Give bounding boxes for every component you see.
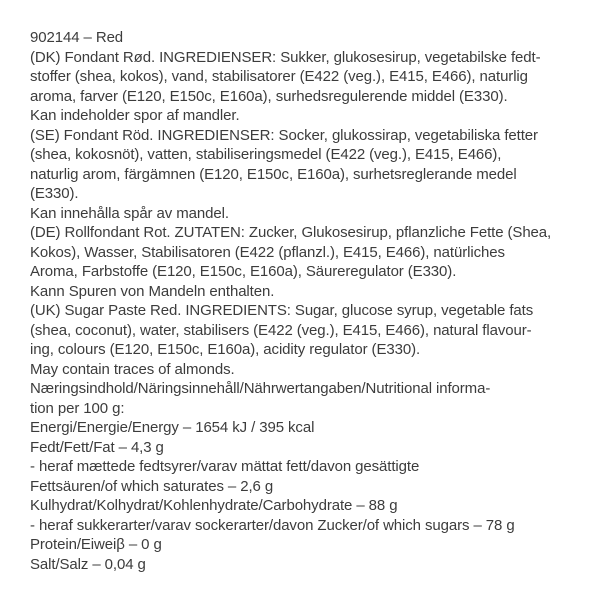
text-line: stoffer (shea, kokos), vand, stabilisatorer (E422 (veg.), E415, E466), naturlig [30, 68, 528, 85]
text-line: aroma, farver (E120, E150c, E160a), surhedsregulerende middel (E330). [30, 87, 508, 105]
text-line: Energi/Energie/Energy – 1654 kJ / 395 kcal [30, 419, 315, 436]
product-code-line: 902144 – Red [30, 29, 124, 46]
text-line: Kulhydrat/Kolhydrat/Kohlenhydrate/Carbohydrate – 88 g [30, 497, 398, 514]
text-line: (UK) Sugar Paste Red. INGREDIENTS: Sugar, glucose syrup, vegetable fats [30, 302, 534, 319]
text-line: Fettsäuren/of which saturates – 2,6 g [30, 477, 274, 495]
text-line: (shea, coconut), water, stabilisers (E422 (veg.), E415, E466), natural flavour- [30, 321, 532, 339]
text-line: Aroma, Farbstoffe (E120, E150c, E160a), Säureregulator (E330). [30, 263, 457, 280]
text-line: Kan innehålla spår av mandel. [30, 204, 229, 222]
text-line: Næringsindhold/Näringsinnehåll/Nährwertangaben/Nutritional informa- [30, 380, 491, 397]
text-line: Kokos), Wasser, Stabilisatoren (E422 (pflanzl.), E415, E466), natürliches [30, 243, 505, 261]
text-line: Protein/Eiweiβ – 0 g [30, 536, 162, 553]
text-line: May contain traces of almonds. [30, 360, 235, 378]
text-line: - heraf sukkerarter/varav sockerarter/davon Zucker/of which sugars – 78 g [30, 516, 515, 534]
text-line: Fedt/Fett/Fat – 4,3 g [30, 438, 164, 456]
text-line: tion per 100 g: [30, 399, 125, 417]
text-line: (DE) Rollfondant Rot. ZUTATEN: Zucker, Glukosesirup, pflanzliche Fette (Shea, [30, 224, 552, 241]
text-line: - heraf mættede fedtsyrer/varav mättat fett/davon gesättigte [30, 458, 420, 475]
text-line: (DK) Fondant Rød. INGREDIENSER: Sukker, glukosesirup, vegetabilske fedt- [30, 48, 541, 66]
text-line: ing, colours (E120, E150c, E160a), acidity regulator (E330). [30, 341, 421, 358]
text-line: (SE) Fondant Röd. INGREDIENSER: Socker, glukossirap, vegetabiliska fetter [30, 126, 538, 144]
text-line: Salt/Salz – 0,04 g [30, 555, 146, 573]
text-line: Kann Spuren von Mandeln enthalten. [30, 282, 275, 300]
text-line: naturlig arom, färgämnen (E120, E150c, E160a), surhetsreglerande medel [30, 165, 517, 183]
text-line: (E330). [30, 185, 79, 202]
text-line: (shea, kokosnöt), vatten, stabiliseringsmedel (E422 (veg.), E415, E466), [30, 146, 502, 163]
text-line: Kan indeholder spor af mandler. [30, 107, 240, 124]
